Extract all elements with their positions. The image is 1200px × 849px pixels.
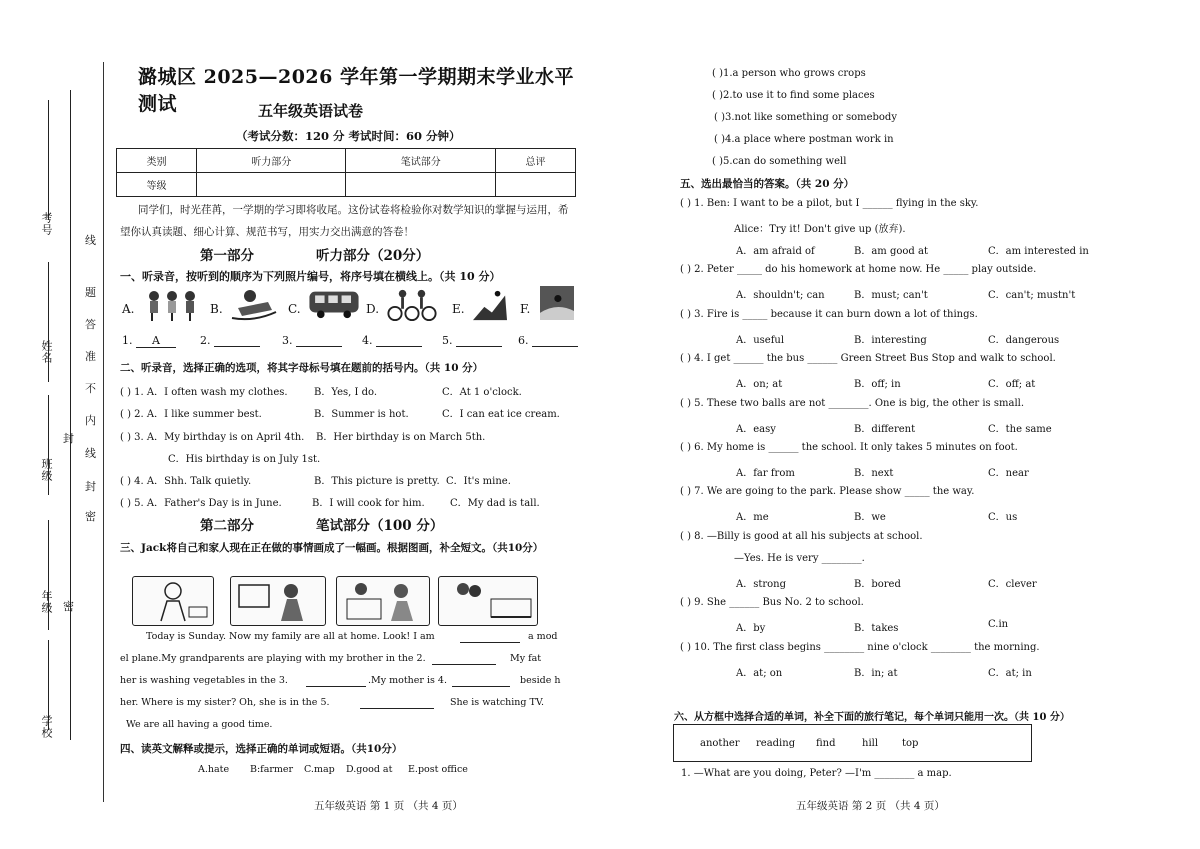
mcq-option-b: B．we — [854, 512, 886, 524]
section-4-title: 四、读英文解释或提示，选择正确的单词或短语。（共10分） — [120, 743, 403, 755]
part2-label: 第二部分 — [200, 518, 254, 534]
item-c: C．His birthday is on July 1st. — [168, 454, 321, 465]
blank-answer[interactable] — [456, 334, 502, 347]
seal-char: 题 — [85, 286, 96, 299]
word-bank-box — [673, 724, 1032, 762]
snow-scene-icon — [538, 286, 576, 320]
word-bank-item: another — [700, 738, 740, 749]
mcq-option-c: C．clever — [988, 578, 1037, 590]
item-c: C．I can eat ice cream. — [442, 409, 560, 420]
part1-title: 听力部分（20分） — [316, 248, 430, 264]
item-c: C．My dad is tall. — [450, 498, 540, 509]
mcq-question: ( ) 9. She ______ Bus No. 2 to school. — [680, 597, 864, 609]
mcq-option-a: A．me — [736, 512, 769, 524]
item-b: B．Yes, I do. — [314, 387, 378, 398]
sketch-bedroom-tv — [438, 576, 538, 626]
sketch-grandparents-playing — [230, 576, 326, 626]
mcq-option-a: A．at; on — [736, 667, 783, 679]
passage-blank-3[interactable] — [306, 675, 366, 687]
bus-icon — [306, 286, 362, 320]
seal-char: 封 — [63, 432, 74, 445]
blank-label: 6. — [518, 334, 529, 347]
binding-strip — [0, 0, 108, 849]
intro-line: 同学们，时光荏苒，一学期的学习即将收尾。这份试卷将检验你对数学知识的掌握与运用，希 — [138, 204, 569, 216]
matching-item: ( )5.can do something well — [712, 156, 847, 167]
item-c: C．At 1 o'clock. — [442, 387, 522, 398]
passage-blank-4[interactable] — [452, 675, 510, 687]
item-a: ( ) 2. A．I like summer best. — [120, 409, 262, 420]
score-table — [116, 148, 576, 197]
blank-label: 4. — [362, 334, 373, 347]
item-a: ( ) 4. A．Shh. Talk quietly. — [120, 476, 252, 487]
label-class: 班级 — [40, 458, 53, 482]
blank-label: 2. — [200, 334, 211, 347]
seal-char: 不 — [85, 382, 96, 395]
photo-option-b: B. — [210, 302, 223, 316]
left-page — [108, 0, 578, 849]
mcq-option-b: B．takes — [854, 623, 899, 635]
passage-text: .My mother is 4. — [368, 675, 447, 686]
score-header: 笔试部分 — [346, 149, 496, 173]
part2-title: 笔试部分（100 分） — [316, 518, 444, 534]
mcq-question: ( ) 10. The first class begins ________ nine o'clock ________ the morning. — [680, 641, 1040, 653]
page-subtitle: 五年级英语试卷 — [258, 102, 364, 120]
blank-label: 1. — [122, 334, 133, 347]
mcq-option-c: C．can't; mustn't — [988, 290, 1076, 302]
seal-char: 答 — [85, 318, 96, 331]
score-cell[interactable] — [496, 173, 576, 197]
mcq-option-a: A．shouldn't; can — [736, 290, 825, 302]
seal-char: 线 — [85, 234, 96, 247]
label-grade: 年级 — [40, 590, 53, 614]
mcq-question: ( ) 1. Ben: I want to be a pilot, but I ______ flying in the sky. — [680, 198, 979, 209]
page-footer-2: 五年级英语 第 2 页 （共 4 页） — [796, 800, 945, 812]
blank-answer[interactable] — [296, 334, 342, 347]
item-c: C．It's mine. — [446, 476, 511, 487]
passage-text: beside h — [520, 675, 561, 686]
sketch-boy-model-plane — [132, 576, 214, 626]
blank-label: 5. — [442, 334, 453, 347]
photo-option-d: D. — [366, 302, 380, 316]
blank-answer[interactable] — [376, 334, 422, 347]
seal-char: 线 — [85, 447, 96, 460]
passage-text: We are all having a good time. — [126, 719, 273, 730]
blank-answer[interactable]: A — [136, 334, 176, 348]
mcq-option-b: B．interesting — [854, 334, 927, 346]
word-option: D.good at — [346, 764, 393, 775]
mcq-option-b: B．in; at — [854, 667, 898, 679]
mcq-option-c: C．dangerous — [988, 334, 1060, 346]
mcq-question: ( ) 2. Peter _____ do his homework at home now. He _____ play outside. — [680, 264, 1037, 276]
seal-char: 准 — [85, 350, 96, 363]
mcq-option-b: B．different — [854, 423, 916, 435]
mcq-option-c: C．the same — [988, 423, 1052, 435]
climbing-icon — [470, 288, 510, 322]
passage-text: her. Where is my sister? Oh, she is in the 5. — [120, 697, 330, 708]
mcq-option-a: A．useful — [736, 334, 785, 346]
mcq-question: ( ) 5. These two balls are not ________. One is big, the other is small. — [680, 397, 1025, 409]
mcq-option-c: C．am interested in — [988, 246, 1089, 257]
mcq-option-a: A．am afraid of — [736, 246, 815, 257]
mcq-option-b: B．off; in — [854, 379, 901, 391]
page-divider — [103, 62, 104, 802]
item-b: B．I will cook for him. — [312, 498, 425, 509]
item-b: B．Her birthday is on March 5th. — [316, 432, 486, 443]
right-page — [674, 0, 1178, 849]
blank-answer[interactable] — [214, 334, 260, 347]
item-a: ( ) 1. A．I often wash my clothes. — [120, 387, 288, 398]
mcq-question: ( ) 6. My home is ______ the school. It only takes 5 minutes on foot. — [680, 442, 1018, 453]
mcq-option-a: A．easy — [736, 423, 776, 435]
mcq-option-c: C．at; in — [988, 667, 1032, 679]
mcq-option-a: A．strong — [736, 578, 787, 590]
mcq-option-a: A．by — [736, 623, 766, 635]
mcq-option-c: C．us — [988, 512, 1018, 524]
passage-text: her is washing vegetables in the 3. — [120, 675, 288, 686]
section-2-title: 二、听录音，选择正确的选项，将其字母标号填在题前的括号内。（共 10 分） — [120, 362, 484, 374]
photo-option-f: F. — [520, 302, 531, 316]
name-line — [48, 262, 49, 382]
mcq-option-a: A．on; at — [736, 379, 783, 391]
sled-icon — [228, 288, 280, 322]
part1-label: 第一部分 — [200, 248, 254, 264]
passage-text: el plane.My grandparents are playing with my brother in the 2. — [120, 653, 426, 664]
mcq-option-c: C．near — [988, 468, 1029, 479]
word-bank-item: find — [816, 738, 836, 749]
passage-text: a mod — [528, 631, 558, 642]
mcq-option-b: B．must; can't — [854, 290, 928, 302]
label-student-id: 考号 — [40, 212, 53, 236]
page-footer-1: 五年级英语 第 1 页 （共 4 页） — [314, 800, 463, 812]
seal-char: 内 — [85, 414, 96, 427]
blank-label: 3. — [282, 334, 293, 347]
mcq-question-extra: —Yes. He is very ________. — [734, 552, 865, 564]
label-school: 学校 — [40, 715, 53, 739]
mcq-question: ( ) 8. —Billy is good at all his subjects at school. — [680, 530, 923, 542]
score-cell[interactable] — [196, 173, 346, 197]
bicycle-icon — [384, 288, 440, 322]
section-6-title: 六、从方框中选择合适的单词，补全下面的旅行笔记，每个单词只能用一次。（共 10 分） — [674, 712, 1070, 723]
passage-blank-2[interactable] — [432, 653, 496, 665]
mcq-option-b: B．next — [854, 468, 894, 479]
section-5-title: 五、选出最恰当的答案。（共 20 分） — [680, 178, 855, 190]
mcq-option-a: A．far from — [736, 468, 795, 479]
seal-char: 密 — [63, 600, 74, 613]
blank-answer[interactable] — [532, 334, 578, 347]
mcq-question: ( ) 4. I get ______ the bus ______ Green Street Bus Stop and walk to school. — [680, 353, 1056, 365]
word-bank-item: reading — [756, 738, 796, 749]
word-option: E.post office — [408, 764, 468, 775]
score-cell[interactable] — [346, 173, 496, 197]
sketch-kitchen — [336, 576, 430, 626]
score-header: 总评 — [496, 149, 576, 173]
seal-char: 密 — [85, 510, 96, 523]
score-header: 听力部分 — [196, 149, 346, 173]
mcq-option-b: B．bored — [854, 578, 901, 590]
passage-blank-1[interactable] — [460, 631, 520, 643]
section-3-title: 三、Jack将自己和家人现在正在做的事情画成了一幅画。根据图画，补全短文。（共10分） — [120, 542, 544, 554]
student-id-line — [48, 100, 49, 220]
score-row-label: 等级 — [117, 173, 197, 197]
passage-text: Today is Sunday. Now my family are all at home. Look! I am — [146, 631, 435, 642]
matching-item: ( )3.not like something or somebody — [714, 112, 897, 123]
item-a: ( ) 5. A．Father's Day is in June. — [120, 498, 282, 509]
exam-info: （考试分数：120 分 考试时间：60 分钟） — [236, 129, 461, 143]
mcq-option-c: C．off; at — [988, 379, 1036, 391]
word-bank-item: hill — [862, 738, 879, 749]
word-option: C.map — [304, 764, 335, 775]
matching-item: ( )1.a person who grows crops — [712, 68, 866, 79]
seal-line — [70, 90, 71, 740]
word-bank-item: top — [902, 738, 919, 749]
children-icon — [142, 288, 202, 322]
mcq-question: ( ) 3. Fire is _____ because it can burn down a lot of things. — [680, 308, 978, 320]
mcq-question: ( ) 7. We are going to the park. Please show _____ the way. — [680, 486, 975, 498]
passage-text: She is watching TV. — [450, 697, 545, 708]
item-b: B．Summer is hot. — [314, 409, 409, 420]
item-a: ( ) 3. A．My birthday is on April 4th. — [120, 432, 305, 443]
mcq-option-c: C.in — [988, 619, 1009, 631]
section-1-title: 一、听录音，按听到的顺序为下列照片编号，将序号填在横线上。（共 10 分） — [120, 270, 501, 283]
label-name: 姓名 — [40, 340, 53, 364]
section-6-question-1: 1. —What are you doing, Peter? —I'm ________ a map. — [681, 768, 952, 779]
photo-option-e: E. — [452, 302, 465, 316]
score-header: 类别 — [117, 149, 197, 173]
matching-item: ( )2.to use it to find some places — [712, 90, 875, 101]
photo-option-c: C. — [288, 302, 301, 316]
photo-option-a: A. — [122, 302, 135, 316]
page-title: 潞城区 2025—2026 学年第一学期期末学业水平测试 — [138, 66, 574, 115]
word-option: B:farmer — [250, 764, 294, 775]
item-b: B．This picture is pretty. — [314, 476, 440, 487]
word-option: A.hate — [198, 764, 230, 775]
seal-char: 封 — [85, 480, 96, 493]
intro-line: 望你认真读题、细心计算、规范书写，用实力交出满意的答卷！ — [120, 226, 414, 238]
mcq-question-extra: Alice：Try it! Don't give up (放弃). — [734, 224, 906, 235]
mcq-option-b: B．am good at — [854, 246, 928, 257]
matching-item: ( )4.a place where postman work in — [714, 134, 894, 145]
passage-blank-5[interactable] — [360, 697, 434, 709]
passage-text: My fat — [510, 653, 542, 664]
